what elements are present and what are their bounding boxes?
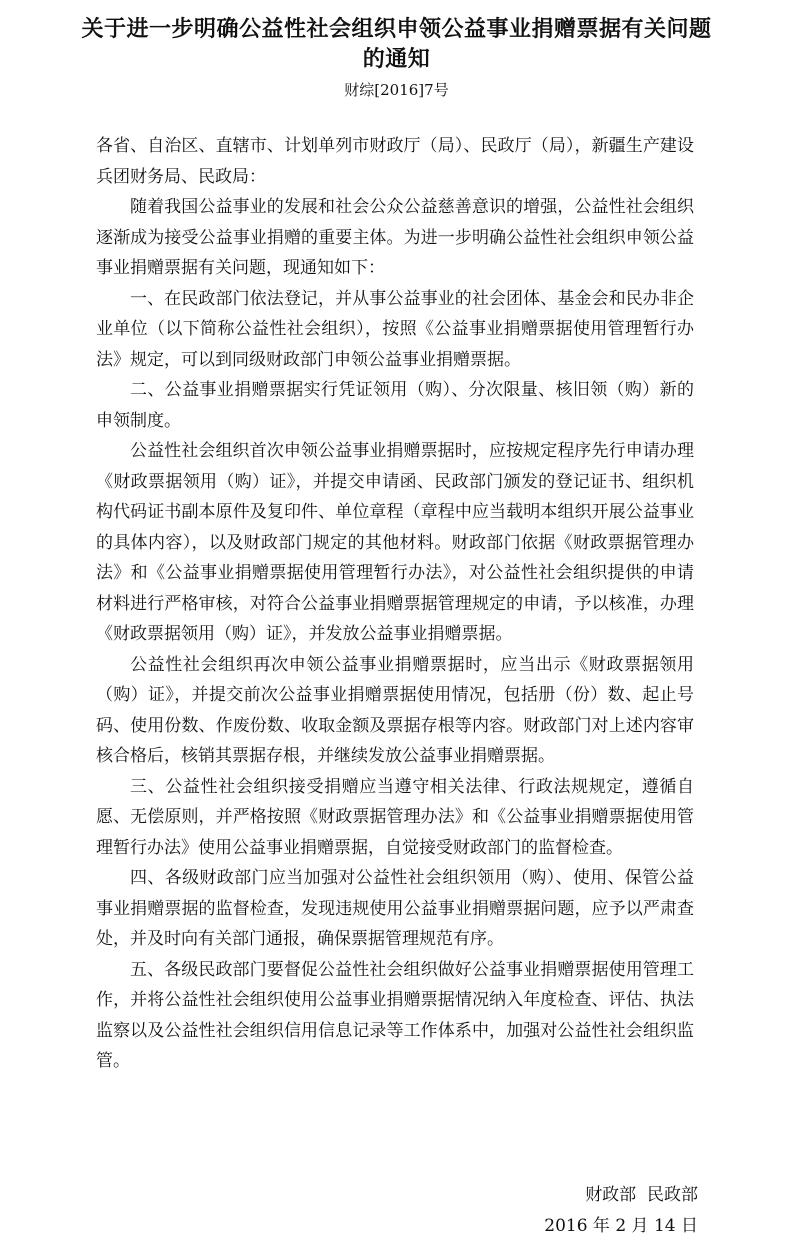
paragraph-first-application: 公益性社会组织首次申领公益事业捐赠票据时，应按规定程序先行申请办理《财政票据领用（购）证》，并提交申请函、民政部门颁发的登记证书、组织机构代码证书副本原件及复印件、单位章程（章程中应当载明本组织开展公益事业的具体内容），以及财政部门规定的其他材料。财政部门依据《财政票据管理办法》和《公益事业捐赠票据使用管理暂行办法》，对公益性社会组织提供的申请材料进行严格审核，对符合公益事业捐赠票据管理规定的申请，予以核准，办理《财政票据领用（购）证》，并发放公益事业捐赠票据。 xyxy=(96,441,694,644)
document-body xyxy=(96,131,694,1077)
paragraph-subsequent-application: 公益性社会组织再次申领公益事业捐赠票据时，应当出示《财政票据领用（购）证》，并提交前次公益事业捐赠票据使用情况，包括册（份）数、起止号码、使用份数、作废份数、收取金额及票据存根等内容。财政部门对上述内容审核合格后，核销其票据存根，并继续发放公益事业捐赠票据。 xyxy=(96,654,694,766)
signature-date: 2016 年 2 月 14 日 xyxy=(544,1216,698,1236)
paragraph-item-2: 二、公益事业捐赠票据实行凭证领用（购）、分次限量、核旧领（购）新的申领制度。 xyxy=(96,380,694,431)
document-number: 财综[2016]7号 xyxy=(344,81,449,99)
document-title-line-2: 的通知 xyxy=(362,46,431,72)
paragraph-item-1: 一、在民政部门依法登记，并从事公益事业的社会团体、基金会和民办非企业单位（以下简称公益性社会组织），按照《公益事业捐赠票据使用管理暂行办法》规定，可以到同级财政部门申领公益事业捐赠票据。 xyxy=(96,288,694,370)
salutation: 各省、自治区、直辖市、计划单列市财政厅（局）、民政厅（局），新疆生产建设兵团财务局、民政局： xyxy=(96,136,694,187)
paragraph-item-3: 三、公益性社会组织接受捐赠应当遵守相关法律、行政法规规定，遵循自愿、无偿原则，并严格按照《财政票据管理办法》和《公益事业捐赠票据使用管理暂行办法》使用公益事业捐赠票据，自觉接受财政部门的监督检查。 xyxy=(96,776,694,858)
paragraph-item-5: 五、各级民政部门要督促公益性社会组织做好公益事业捐赠票据使用管理工作，并将公益性社会组织使用公益事业捐赠票据情况纳入年度检查、评估、执法监察以及公益性社会组织信用信息记录等工作体系中，加强对公益性社会组织监管。 xyxy=(96,959,694,1071)
paragraph-item-4: 四、各级财政部门应当加强对公益性社会组织领用（购）、使用、保管公益事业捐赠票据的监督检查，发现违规使用公益事业捐赠票据问题，应予以严肃查处，并及时向有关部门通报，确保票据管理规范有序。 xyxy=(96,868,694,949)
signature-organizations: 财政部 民政部 xyxy=(585,1185,698,1205)
document-title-line-1: 关于进一步明确公益性社会组织申领公益事业捐赠票据有关问题 xyxy=(81,16,712,42)
paragraph-intro: 随着我国公益事业的发展和社会公众公益慈善意识的增强，公益性社会组织逐渐成为接受公益事业捐赠的重要主体。为进一步明确公益性社会组织申领公益事业捐赠票据有关问题，现通知如下： xyxy=(96,197,694,278)
